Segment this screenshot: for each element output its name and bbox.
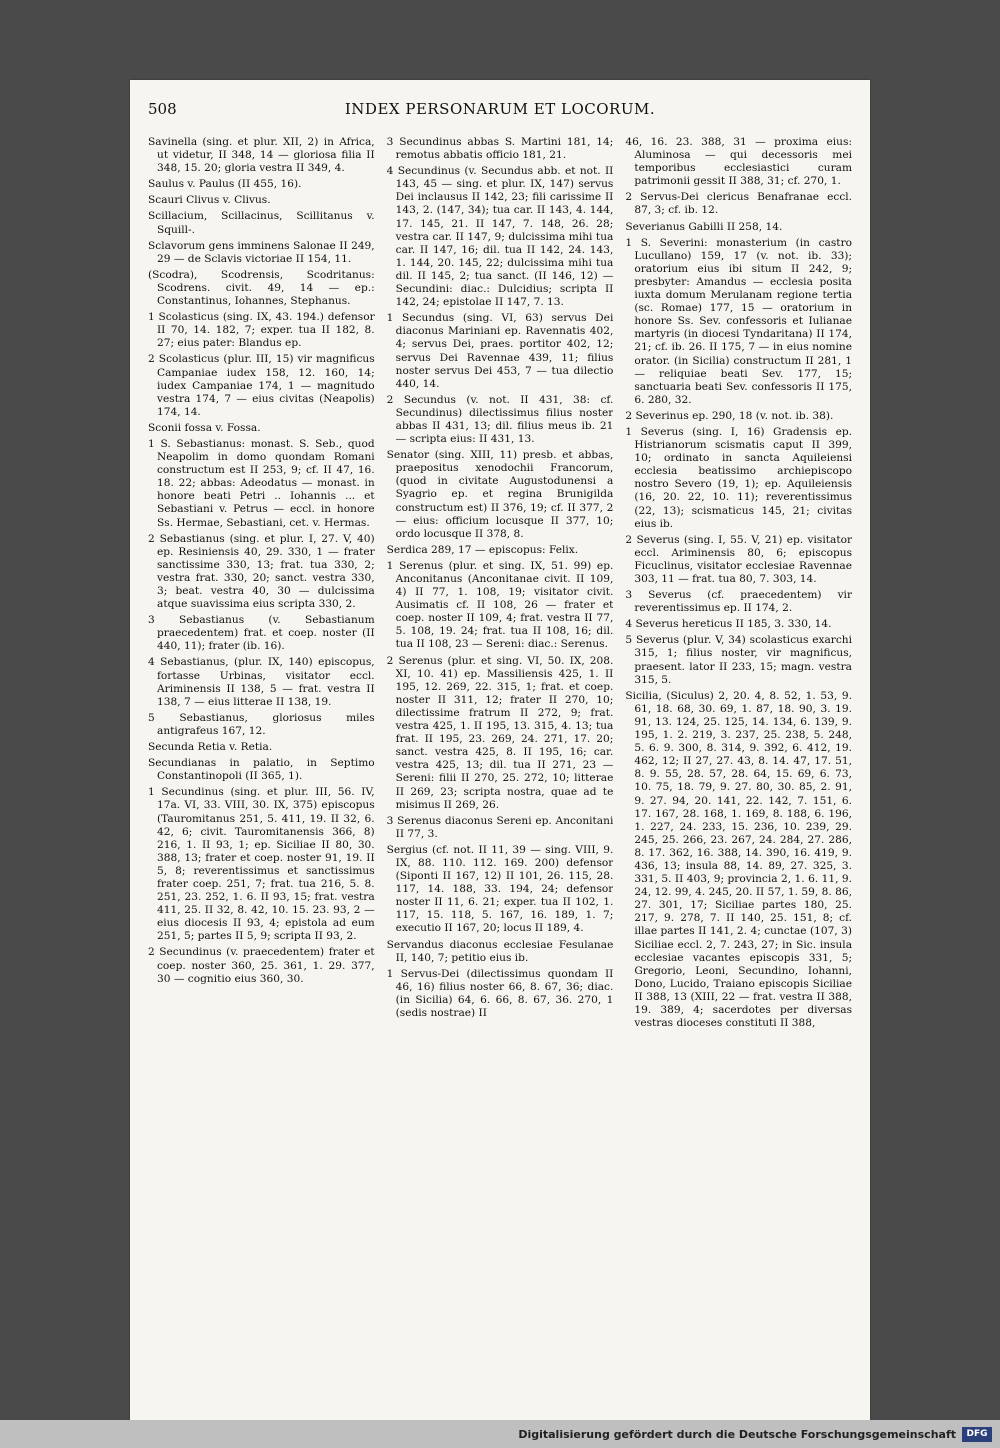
index-entry: 5 Sebastianus, gloriosus miles antigrafeus 167, 12. [148, 711, 375, 737]
index-entry: 4 Sebastianus, (plur. IX, 140) episcopus, fortasse Urbinas, visitator eccl. Ariminensis II 138, 5 — frat. vestra II 138, 7 — eius litterae II 138, 19. [148, 656, 375, 708]
footer-bar [0, 1420, 1000, 1448]
index-entry: 2 Severinus ep. 290, 18 (v. not. ib. 38). [625, 409, 834, 422]
index-entry: Sclavorum gens imminens Salonae II 249, 29 — de Sclavis victoriae II 154, 11. [148, 239, 375, 265]
page-number: 508 [148, 100, 177, 118]
index-column-left [148, 136, 375, 1396]
index-entry: Saulus v. Paulus (II 455, 16). [148, 178, 302, 191]
index-entry: 46, 16. 23. 388, 31 — proxima eius: Aluminosa — qui decessoris mei temporibus ecclesiastici curam patrimonii gessit II 388, 31; cf. 270, 1. [625, 136, 853, 188]
index-entry: Secunda Retia v. Retia. [148, 741, 273, 754]
dfg-logo: DFG [962, 1427, 992, 1442]
index-entry: 4 Secundinus (v. Secundus abb. et not. II 143, 45 — sing. et plur. IX, 147) servus Dei inclausus II 142, 23; fili carissime II 143, 2. (147, 34); tua car. II 143, 4. 144, 17. 145, 21. II 147, 7. 148, 26. 28; vestra car. II 147, 9; dulcissima mihi tua car. II 147, 16; dil. tua II 142, 24. 143, 1. 144, 20. 145, 22; dulcissima mihi tua dil. II 145, 2; tua sanct. (II 146, 12) — Secundini: diac.: Dulcidius; scripta II 142, 24; epistolae II 147, 7. 13. [386, 165, 614, 309]
index-entry: 2 Servus-Dei clericus Benafranae eccl. 87, 3; cf. ib. 12. [625, 191, 853, 217]
index-entry: Serdica 289, 17 — episcopus: Felix. [386, 543, 579, 556]
index-entry: Severianus Gabilli II 258, 14. [625, 220, 783, 233]
index-entry: 1 Severus (sing. I, 16) Gradensis ep. Histrianorum scismatis caput II 399, 10; ordinato in sancta Aquileiensi ecclesia beatissimo archiepiscopo nostro Severo (19, 1); ep. Aquileiensis (16, 20. 22, 10. 11); reverentissimus (22, 13); scismaticus 145, 21; civitas eius ib. [625, 425, 853, 530]
index-entry: Servandus diaconus ecclesiae Fesulanae II, 140, 7; petitio eius ib. [386, 938, 614, 964]
index-entry: 3 Severus (cf. praecedentem) vir reverentissimus ep. II 174, 2. [625, 589, 853, 615]
index-entry: Scillacium, Scillacinus, Scillitanus v. Squill-. [148, 210, 375, 236]
index-entry: 1 S. Severini: monasterium (in castro Lucullano) 159, 17 (v. not. ib. 33); oratorium eius ibi situm II 242, 9; presbyter: Amandus — ecclesia posita iuxta domum Merulanam regione tertia (sc. Romae) 177, 15 — oratorium in honore Ss. Sev. confessoris et Iulianae martyris (in diocesi Tyndaritana) II 174, 21; cf. ib. 26. II 175, 7 — in eius nomine orator. (in Sicilia) constructum II 281, 1 — reliquiae beati Sev. 177, 15; sanctuaria beati Sev. confessoris II 175, 6. 280, 32. [625, 236, 853, 406]
index-entry: (Scodra), Scodrensis, Scodritanus: Scodrens. civit. 49, 14 — ep.: Constantinus, Iohannes, Stephanus. [148, 268, 375, 308]
index-entry: 4 Severus hereticus II 185, 3. 330, 14. [625, 618, 832, 631]
index-entry: 1 Secundinus (sing. et plur. III, 56. IV, 17a. VI, 33. VIII, 30. IX, 375) episcopus (Tauromitanus 251, 5. 411, 19. II 32, 6. 42, 6; civit. Tauromitanensis 366, 8) 216, 1. II 93, 1; ep. Siciliae II 80, 30. 388, 13; frater et coep. noster 91, 19. II 5, 8; reverentissimus et sanctissimus frater coep. 251, 7; frat. tua 216, 5. 8. 251, 23. 252, 1. 6. II 93, 15; frat. vestra 411, 25. II 32, 8. 42, 10. 15. 23. 93, 2 — eius diocesis II 93, 4; epistola ad eum 251, 5; partes II 5, 9; scripta II 93, 2. [148, 786, 375, 943]
index-entry: 2 Severus (sing. I, 55. V, 21) ep. visitator eccl. Ariminensis 80, 6; episcopus Ficuclinus, visitator ecclesiae Ravennae 303, 11 — frat. tua 80, 7. 303, 14. [625, 533, 853, 585]
index-entry: Savinella (sing. et plur. XII, 2) in Africa, ut videtur, II 348, 14 — gloriosa filia II 348, 15. 20; gloria vestra II 349, 4. [148, 136, 375, 175]
index-entry: Secundianas in palatio, in Septimo Constantinopoli (II 365, 1). [148, 757, 375, 783]
index-entry: 3 Serenus diaconus Sereni ep. Anconitani II 77, 3. [386, 814, 614, 840]
index-entry: 1 Secundus (sing. VI, 63) servus Dei diaconus Mariniani ep. Ravennatis 402, 4; servus Dei, praes. portitor 402, 12; servus Dei Ravennae 439, 11; filius noster servus Dei 453, 7 — tua dilectio 440, 14. [386, 312, 614, 390]
index-entry: 2 Serenus (plur. et sing. VI, 50. IX, 208. XI, 10. 41) ep. Massiliensis 425, 1. II 195, 12. 269, 22. 315, 1; frat. et coep. noster II 311, 12; frater II 270, 10; dilectissime fratrum II 272, 9; frat. vestra 425, 1. II 195, 13. 315, 4. 13; tua frat. II 195, 23. 269, 24. 271, 17. 20; sanct. vestra 425, 8. II 195, 16; car. vestra 425, 13; dil. tua II 271, 23 — Sereni: filii II 270, 25. 272, 10; litterae II 269, 23; scripta nostra, quae ad te misimus II 269, 26. [386, 654, 614, 811]
index-entry: Sicilia, (Siculus) 2, 20. 4, 8. 52, 1. 53, 9. 61, 18. 68, 30. 69, 1. 87, 18. 90, 3. 19. 91, 13. 124, 25. 125, 14. 134, 6. 139, 9. 195, 1. 2. 219, 3. 237, 25. 238, 5. 248, 5. 6. 9. 300, 8. 314, 9. 392, 6. 412, 19. 462, 12; II 27, 27. 43, 8. 14. 47, 17. 51, 8. 9. 55, 28. 57, 28. 64, 15. 69, 6. 73, 10. 75, 18. 79, 9. 27. 80, 30. 85, 2. 91, 9. 27. 94, 20. 141, 22. 142, 7. 151, 6. 17. 167, 28. 168, 1. 169, 8. 188, 6. 196, 1. 227, 24. 233, 15. 236, 10. 239, 29. 245, 25. 266, 23. 267, 24. 284, 27. 286, 8. 17. 362, 16. 388, 14. 390, 16. 419, 9. 436, 13; insula 88, 14. 89, 27. 325, 3. 331, 5. II 403, 9; provincia 2, 1. 6. 11, 9. 24, 12. 99, 4. 245, 20. II 57, 1. 59, 8. 86, 27. 301, 17; Siciliae partes 180, 25. 217, 9. 278, 7. II 140, 25. 151, 8; cf. illae partes II 141, 2. 4; cunctae (107, 3) Siciliae eccl. 2, 7. 243, 27; in Sic. insula ecclesiae vacantes episcopis 331, 5; Gregorio, Leoni, Secundino, Iohanni, Dono, Lucido, Traiano episcopis Siciliae II 388, 13 (XIII, 22 — frat. vestra II 388, 19. 389, 4; sacerdotes per diversas vestras dioceses constituti II 388, [625, 689, 853, 1030]
index-entry: 3 Sebastianus (v. Sebastianum praecedentem) frat. et coep. noster (II 440, 11); frater (ib. 16). [148, 614, 375, 653]
index-column-middle [387, 136, 614, 1396]
index-entry: 1 Servus-Dei (dilectissimus quondam II 46, 16) filius noster 66, 8. 67, 36; diac. (in Sicilia) 64, 6. 66, 8. 67, 36. 270, 1 (sedis nostrae) II [386, 967, 614, 1019]
index-entry: 1 S. Sebastianus: monast. S. Seb., quod Neapolim in domo quondam Romani constructum est II 253, 9; cf. II 47, 16. 18. 22; abbas: Adeodatus — monast. in honore beati Petri .. Iohannis ... et Sebastiani v. Petrus — eccl. in honore Ss. Hermae, Sebastiani, cet. v. Hermas. [148, 437, 375, 529]
index-entry: 5 Severus (plur. V, 34) scolasticus exarchi 315, 1; filius noster, vir magnificus, praesent. lator II 233, 15; magn. vestra 315, 5. [625, 634, 853, 686]
page-header [148, 100, 852, 122]
index-entry: 2 Secundinus (v. praecedentem) frater et coep. noster 360, 25. 361, 1. 29. 377, 30 — cognitio eius 360, 30. [148, 946, 375, 985]
footer-credit: Digitalisierung gefördert durch die Deutsche Forschungsgemeinschaft [518, 1428, 956, 1441]
page-title: INDEX PERSONARUM ET LOCORUM. [344, 100, 656, 118]
index-column-right [625, 136, 852, 1396]
index-entry: 3 Secundinus abbas S. Martini 181, 14; remotus abbatis officio 181, 21. [386, 136, 614, 162]
index-entry: 1 Serenus (plur. et sing. IX, 51. 99) ep. Anconitanus (Anconitanae civit. II 109, 4) II 77, 1. 108, 19; visitator civit. Ausimatis cf. II 108, 26 — frater et coep. noster II 109, 4; frat. vestra II 77, 5. 108, 19. 24; frat. tua II 108, 16; dil. tua II 108, 23 — Sereni: diac.: Serenus. [386, 559, 614, 651]
index-entry: 2 Sebastianus (sing. et plur. I, 27. V, 40) ep. Resiniensis 40, 29. 330, 1 — frater sanctissime 330, 13; frat. tua 330, 2; vestra frat. 330, 20; sanct. vestra 330, 3; beat. vestra 40, 30 — dulcissima atque suavissima eius scripta 330, 2. [148, 532, 375, 611]
index-page [130, 80, 870, 1420]
index-entry: Sconii fossa v. Fossa. [148, 421, 261, 434]
index-entry: Senator (sing. XIII, 11) presb. et abbas, praepositus xenodochii Francorum, (quod in civitate Augustodunensi a Syagrio ep. et regina Brunigilda constructum est) II 376, 19; cf. II 377, 2 — eius: officium locusque II 377, 10; ordo locusque II 378, 8. [386, 449, 614, 540]
index-entry: Scauri Clivus v. Clivus. [148, 194, 271, 207]
index-entry: 1 Scolasticus (sing. IX, 43. 194.) defensor II 70, 14. 182, 7; exper. tua II 182, 8. 27; eius pater: Blandus ep. [148, 311, 375, 350]
index-columns [148, 136, 852, 1396]
index-entry: Sergius (cf. not. II 11, 39 — sing. VIII, 9. IX, 88. 110. 112. 169. 200) defensor (Siponti II 167, 12) II 101, 26. 115, 28. 117, 14. 188, 33. 194, 24; defensor noster II 11, 6. 21; exper. tua II 102, 1. 117, 15. 118, 5. 167, 16. 189, 1. 7; executio II 167, 20; locus II 189, 4. [386, 843, 614, 935]
index-entry: 2 Scolasticus (plur. III, 15) vir magnificus Campaniae iudex 158, 12. 160, 14; iudex Campaniae 174, 1 — magnitudo vestra 174, 7 — eius civitas (Neapolis) 174, 14. [148, 353, 375, 418]
index-entry: 2 Secundus (v. not. II 431, 38: cf. Secundinus) dilectissimus filius noster abbas II 431, 13; dil. filius meus ib. 21 — scripta eius: II 431, 13. [386, 393, 614, 446]
